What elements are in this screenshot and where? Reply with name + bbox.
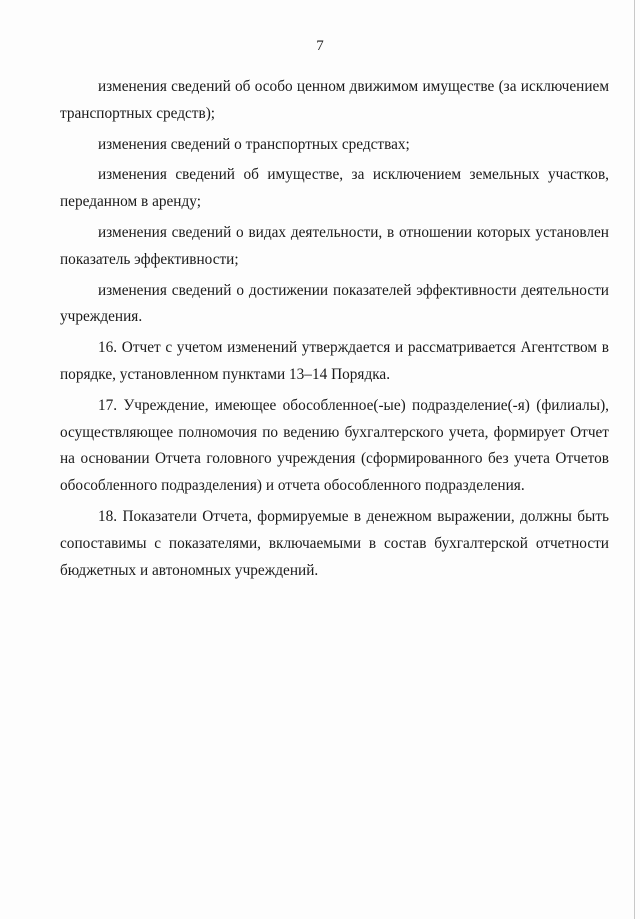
paragraph-17: 17. Учреждение, имеющее обособленное(-ые) подразделение(-я) (филиалы), осуществляющее полномочия по ведению бухгалтерского учета, формирует Отчет на основании Отчета головного учреждения (сформированного без учета Отчетов обособленного подразделения) и отчета обособленного подразделения. [60, 396, 609, 495]
paragraph-16: 16. Отчет с учетом изменений утверждается и рассматривается Агентством в порядке, установленном пунктами 13–14 Порядка. [60, 339, 609, 383]
document-body [60, 74, 609, 584]
paragraph-movable-property: изменения сведений об особо ценном движимом имуществе (за исключением транспортных средств); [60, 78, 609, 122]
paragraph-vehicles: изменения сведений о транспортных средствах; [98, 135, 410, 153]
paragraph-performance-indicators: изменения сведений о достижении показателей эффективности деятельности учреждения. [60, 281, 609, 326]
page-number: 7 [316, 38, 324, 54]
scan-edge-divider [634, 0, 635, 919]
paragraph-leased-property: изменения сведений об имуществе, за исключением земельных участков, переданном в аренду; [60, 166, 609, 211]
paragraph-activity-types: изменения сведений о видах деятельности, в отношении которых установлен показатель эффективности; [60, 223, 609, 268]
paragraph-18: 18. Показатели Отчета, формируемые в денежном выражении, должны быть сопоставимы с показателями, включаемыми в состав бухгалтерской отчетности бюджетных и автономных учреждений. [60, 507, 609, 579]
